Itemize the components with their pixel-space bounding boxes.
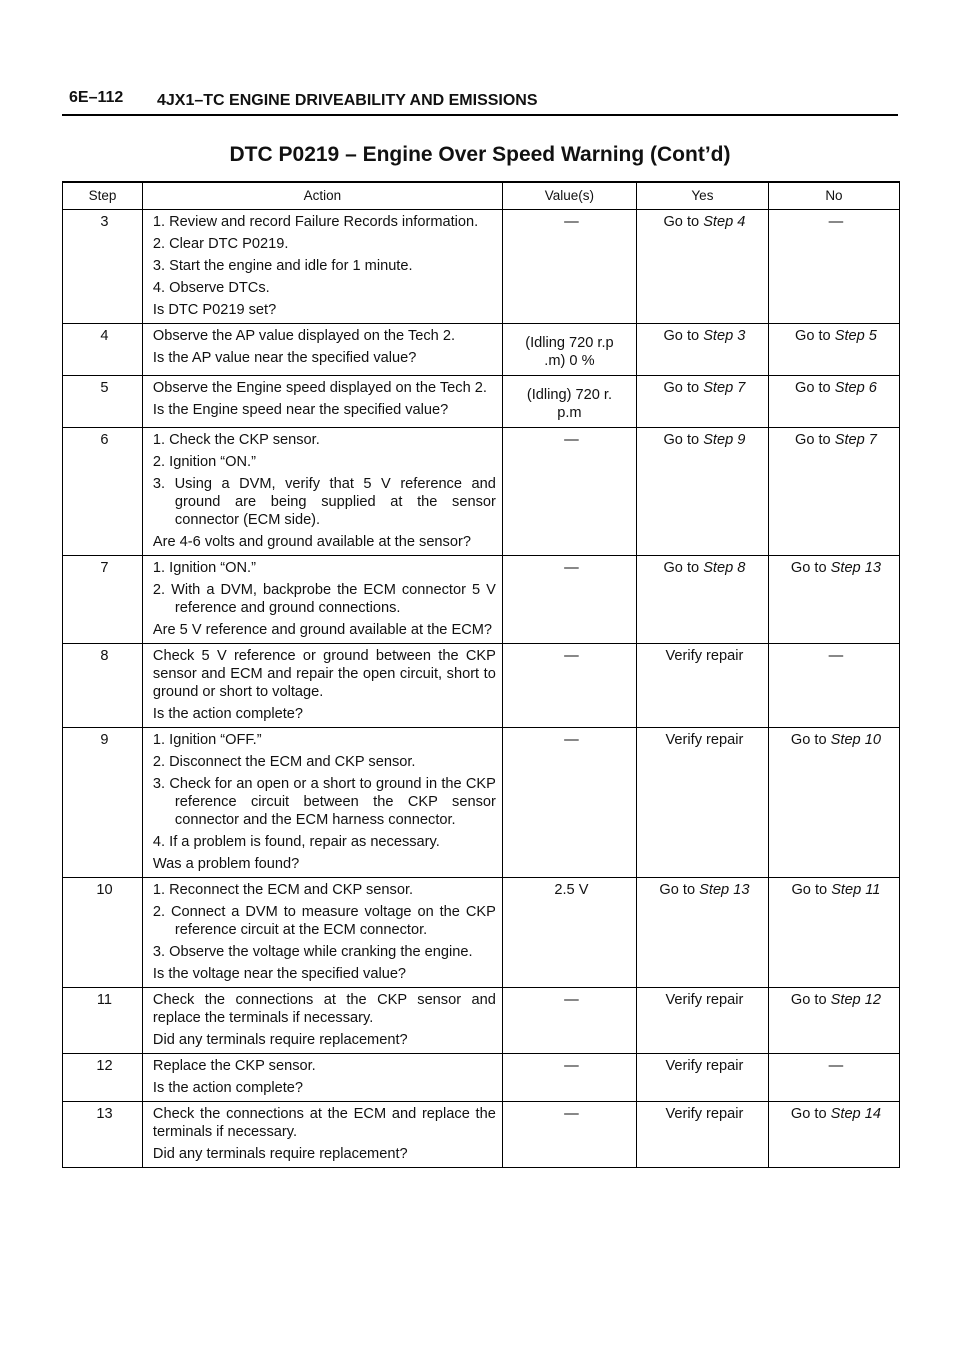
yes-result-text: Go to — [659, 882, 700, 898]
no-result-text: Go to — [794, 432, 835, 448]
action-question: Did any terminals require replacement? — [152, 1032, 408, 1048]
page-title: DTC P0219 – Engine Over Speed Warning (Cont’d) — [229, 143, 731, 166]
no-result-text: — — [828, 1058, 844, 1074]
action-instruction: 3. Observe the voltage while cranking the engine. — [152, 944, 473, 960]
table-row — [63, 988, 900, 1054]
step-number: 8 — [63, 644, 143, 728]
action-cell — [142, 1102, 502, 1168]
action-cell — [142, 324, 502, 376]
action-instruction: Check the connections at the ECM and replace the terminals if necessary. — [152, 1106, 496, 1140]
action-question: Are 5 V reference and ground available at the ECM? — [152, 622, 493, 638]
yes-result — [636, 376, 768, 428]
yes-result-text: Go to — [663, 432, 704, 448]
yes-result — [636, 1102, 768, 1168]
action-instruction: Observe the Engine speed displayed on the Tech 2. — [152, 380, 487, 396]
no-result-step-ref: Step 6 — [834, 380, 877, 396]
specified-value: (Idling 720 r.p .m) 0 % — [525, 335, 614, 369]
no-result-text: Go to — [794, 380, 835, 396]
yes-result-text: Go to — [663, 560, 704, 576]
value-cell — [502, 988, 636, 1054]
table-row — [63, 878, 900, 988]
yes-result — [636, 324, 768, 376]
no-result — [768, 1054, 899, 1102]
action-instruction: 4. Observe DTCs. — [152, 280, 270, 296]
yes-result-text: Go to — [663, 380, 704, 396]
specified-value: (Idling) 720 r. p.m — [526, 387, 613, 421]
value-cell — [502, 1054, 636, 1102]
no-result-step-ref: Step 10 — [830, 732, 881, 748]
page-number: 6E–112 — [69, 89, 124, 106]
yes-result — [636, 644, 768, 728]
no-result — [768, 210, 899, 324]
yes-result-step-ref: Step 7 — [703, 380, 746, 396]
step-number: 7 — [63, 556, 143, 644]
yes-result — [636, 1054, 768, 1102]
table-header-row — [63, 182, 900, 210]
yes-result-text: Verify repair — [665, 1058, 744, 1074]
action-question: Is the action complete? — [152, 1080, 303, 1096]
value-cell — [502, 1102, 636, 1168]
table-row — [63, 556, 900, 644]
no-result-step-ref: Step 12 — [830, 992, 881, 1008]
no-result — [768, 878, 899, 988]
action-instruction: 3. Start the engine and idle for 1 minute. — [152, 258, 413, 274]
step-number: 6 — [63, 428, 143, 556]
yes-result-step-ref: Step 13 — [699, 882, 750, 898]
specified-value: — — [564, 992, 579, 1008]
table-row — [63, 1054, 900, 1102]
table-body — [63, 210, 900, 1168]
table-row — [63, 644, 900, 728]
yes-result — [636, 210, 768, 324]
action-instruction: 4. If a problem is found, repair as necessary. — [152, 834, 440, 850]
action-instruction: Replace the CKP sensor. — [152, 1058, 316, 1074]
no-result-step-ref: Step 7 — [834, 432, 877, 448]
value-cell — [502, 210, 636, 324]
no-result — [768, 324, 899, 376]
action-instruction: 1. Ignition “ON.” — [152, 560, 256, 576]
action-cell — [142, 878, 502, 988]
specified-value: — — [564, 1106, 579, 1122]
specified-value: — — [564, 648, 579, 664]
no-result-text: Go to — [791, 882, 832, 898]
action-instruction: 1. Review and record Failure Records information. — [152, 214, 479, 230]
action-instruction: 1. Ignition “OFF.” — [152, 732, 262, 748]
action-question: Is DTC P0219 set? — [152, 302, 277, 318]
no-result-step-ref: Step 5 — [834, 328, 877, 344]
column-header-no: No — [768, 182, 899, 210]
no-result-text: — — [828, 648, 844, 664]
yes-result-step-ref: Step 9 — [703, 432, 746, 448]
table-row — [63, 324, 900, 376]
action-instruction: 1. Check the CKP sensor. — [152, 432, 320, 448]
table-row — [63, 210, 900, 324]
no-result-text: Go to — [794, 328, 835, 344]
yes-result — [636, 728, 768, 878]
column-header-yes: Yes — [636, 182, 768, 210]
step-number: 5 — [63, 376, 143, 428]
table-row — [63, 1102, 900, 1168]
no-result — [768, 1102, 899, 1168]
specified-value: 2.5 V — [554, 882, 589, 898]
step-number: 13 — [63, 1102, 143, 1168]
column-header-step: Step — [63, 182, 143, 210]
action-instruction: 1. Reconnect the ECM and CKP sensor. — [152, 882, 414, 898]
value-cell — [502, 428, 636, 556]
action-cell — [142, 376, 502, 428]
table-row — [63, 376, 900, 428]
column-header-values: Value(s) — [502, 182, 636, 210]
step-number: 10 — [63, 878, 143, 988]
action-question: Is the AP value near the specified value? — [152, 350, 417, 366]
action-cell — [142, 1054, 502, 1102]
yes-result-text: Verify repair — [665, 1106, 744, 1122]
yes-result-step-ref: Step 8 — [703, 560, 746, 576]
no-result-text: — — [828, 214, 844, 230]
specified-value: — — [564, 732, 579, 748]
no-result — [768, 428, 899, 556]
action-cell — [142, 988, 502, 1054]
table-row — [63, 428, 900, 556]
yes-result-text: Go to — [663, 214, 704, 230]
step-number: 9 — [63, 728, 143, 878]
action-cell — [142, 556, 502, 644]
action-instruction: 3. Check for an open or a short to ground in the CKP reference circuit between the CKP sensor connector and the ECM harness connector. — [152, 776, 496, 828]
action-instruction: 2. Ignition “ON.” — [152, 454, 256, 470]
action-instruction: Observe the AP value displayed on the Tech 2. — [152, 328, 455, 344]
value-cell — [502, 878, 636, 988]
diagnostic-table — [62, 181, 900, 1168]
yes-result — [636, 556, 768, 644]
no-result-step-ref: Step 13 — [830, 560, 881, 576]
action-question: Was a problem found? — [152, 856, 300, 872]
step-number: 4 — [63, 324, 143, 376]
step-number: 3 — [63, 210, 143, 324]
no-result — [768, 988, 899, 1054]
column-header-action: Action — [142, 182, 502, 210]
action-instruction: 2. Disconnect the ECM and CKP sensor. — [152, 754, 416, 770]
yes-result — [636, 988, 768, 1054]
action-question: Are 4-6 volts and ground available at the sensor? — [152, 534, 471, 550]
no-result — [768, 728, 899, 878]
yes-result-step-ref: Step 3 — [703, 328, 746, 344]
action-cell — [142, 644, 502, 728]
value-cell — [502, 728, 636, 878]
no-result-text: Go to — [790, 560, 831, 576]
no-result — [768, 556, 899, 644]
value-cell — [502, 324, 636, 376]
action-question: Is the Engine speed near the specified value? — [152, 402, 449, 418]
specified-value: — — [564, 214, 579, 230]
yes-result — [636, 428, 768, 556]
action-question: Did any terminals require replacement? — [152, 1146, 408, 1162]
yes-result-text: Verify repair — [665, 992, 744, 1008]
no-result — [768, 376, 899, 428]
no-result — [768, 644, 899, 728]
specified-value: — — [564, 1058, 579, 1074]
action-question: Is the voltage near the specified value? — [152, 966, 407, 982]
action-instruction: 2. Clear DTC P0219. — [152, 236, 289, 252]
yes-result-text: Verify repair — [665, 648, 744, 664]
yes-result-step-ref: Step 4 — [703, 214, 746, 230]
action-cell — [142, 728, 502, 878]
table-row — [63, 728, 900, 878]
step-number: 11 — [63, 988, 143, 1054]
specified-value: — — [564, 560, 579, 576]
action-question: Is the action complete? — [152, 706, 303, 722]
action-instruction: 3. Using a DVM, verify that 5 V reference and ground are being supplied at the sensor connector (ECM side). — [152, 476, 496, 528]
no-result-text: Go to — [790, 732, 831, 748]
action-instruction: 2. With a DVM, backprobe the ECM connector 5 V reference and ground connections. — [152, 582, 496, 616]
action-cell — [142, 210, 502, 324]
yes-result — [636, 878, 768, 988]
section-title: 4JX1–TC ENGINE DRIVEABILITY AND EMISSIONS — [157, 92, 538, 109]
no-result-text: Go to — [790, 1106, 831, 1122]
value-cell — [502, 556, 636, 644]
action-instruction: Check 5 V reference or ground between the CKP sensor and ECM and repair the open circuit, short to ground or short to voltage. — [152, 648, 496, 700]
header-divider — [62, 114, 898, 116]
no-result-step-ref: Step 11 — [831, 882, 881, 898]
action-instruction: Check the connections at the CKP sensor and replace the terminals if necessary. — [152, 992, 496, 1026]
value-cell — [502, 644, 636, 728]
value-cell — [502, 376, 636, 428]
step-number: 12 — [63, 1054, 143, 1102]
yes-result-text: Verify repair — [665, 732, 744, 748]
action-instruction: 2. Connect a DVM to measure voltage on the CKP reference circuit at the ECM connector. — [152, 904, 496, 938]
no-result-text: Go to — [790, 992, 831, 1008]
action-cell — [142, 428, 502, 556]
yes-result-text: Go to — [663, 328, 704, 344]
no-result-step-ref: Step 14 — [830, 1106, 881, 1122]
specified-value: — — [564, 432, 579, 448]
